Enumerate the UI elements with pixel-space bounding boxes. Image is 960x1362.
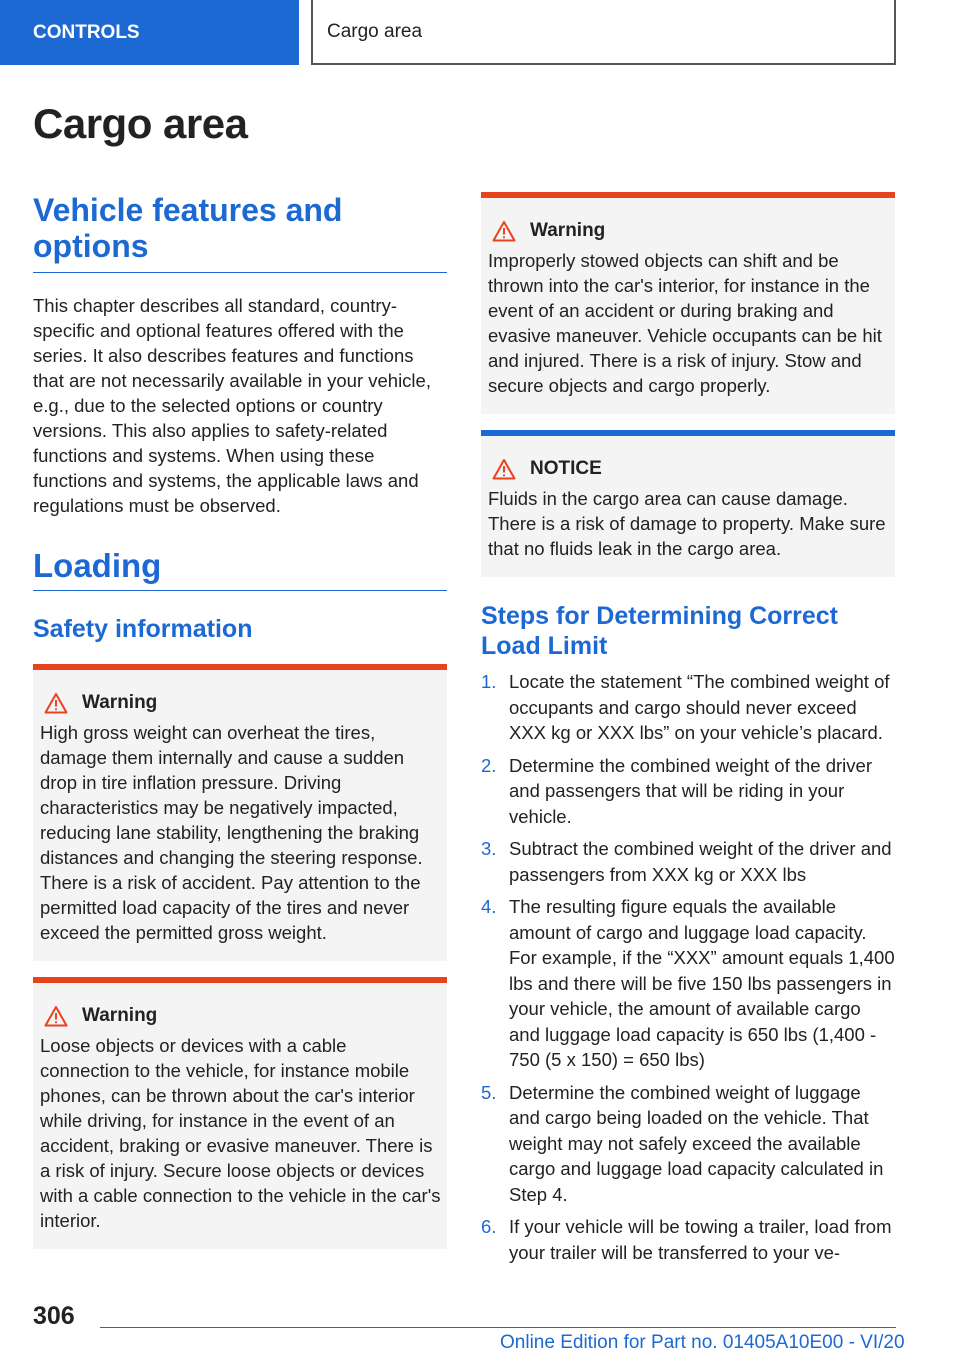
step-text: Determine the combined weight of the driver and passengers that will be riding in your vehicle. bbox=[509, 754, 872, 827]
list-item bbox=[481, 1080, 895, 1208]
intro-paragraph: This chapter describes all standard, country-specific and optional features offered with the series. It also describes features and functions that are not necessarily available in your vehicle, e.g., due to the selected options or country versions. This also applies to safety-related functions and systems. When using these functions and systems, the applicable laws and regulations must be observed. bbox=[33, 295, 431, 516]
warning-triangle-icon bbox=[492, 220, 516, 242]
warning-text: Improperly stowed objects can shift and be thrown into the car's interior, for instance in the event of an accident or during braking and evasive maneuver. Vehicle occupants can be hit and injured. There is a risk of injury. Stow and secure objects and cargo properly. bbox=[488, 250, 882, 396]
page-number: 306 bbox=[33, 1302, 75, 1330]
step-number: 5. bbox=[481, 1081, 497, 1103]
right-column bbox=[481, 192, 895, 1272]
step-text: Locate the statement “The combined weight of occupants and cargo should never exceed XXX kg or XXX lbs” on your vehicle’s placard. bbox=[509, 671, 890, 743]
notice-box-fluids bbox=[481, 430, 895, 577]
step-number: 2. bbox=[481, 754, 497, 776]
warning-text: High gross weight can overheat the tires, damage them internally and cause a sudden drop in tire inflation pressure. Driving characteristics may be negatively impacted, reducing lane stability, lengthening the braking distances and changing the steering response. There is a risk of accident. Pay attention to the permitted load capacity of the tires and never exceed the permitted gross weight. bbox=[40, 722, 423, 943]
section-tab[interactable] bbox=[0, 0, 299, 65]
load-limit-steps-list bbox=[481, 669, 895, 1265]
page-title: Cargo area bbox=[33, 100, 248, 147]
chapter-header bbox=[311, 0, 896, 65]
list-item bbox=[481, 836, 895, 887]
warning-header bbox=[44, 692, 441, 714]
heading-safety-information: Safety information bbox=[33, 615, 253, 643]
step-text: If your vehicle will be towing a trailer, load from your trailer will be transferred to your ve- bbox=[509, 1216, 892, 1263]
footer-divider bbox=[100, 1327, 896, 1328]
notice-triangle-icon bbox=[492, 458, 516, 480]
notice-text: Fluids in the cargo area can cause damage. There is a risk of damage to property. Make sure that no fluids leak in the cargo area. bbox=[488, 488, 886, 559]
section-label: CONTROLS bbox=[33, 21, 140, 43]
step-text: The resulting figure equals the available amount of cargo and luggage load capacity. For example, if the “XXX” amount equals 1,400 lbs and there will be five 150 lbs passengers in your vehicle, the amount of available cargo and luggage load capacity is 650 lbs (1,400 - 750 (5 x 150) = 650 lbs) bbox=[509, 896, 895, 1070]
step-number: 3. bbox=[481, 838, 497, 859]
list-item bbox=[481, 1214, 895, 1265]
step-number: 4. bbox=[481, 896, 497, 917]
warning-box-loose-objects bbox=[33, 977, 447, 1249]
notice-label: NOTICE bbox=[530, 458, 602, 479]
warning-header bbox=[44, 1005, 441, 1027]
warning-header bbox=[492, 220, 889, 242]
list-item bbox=[481, 753, 895, 830]
left-column bbox=[33, 192, 447, 1263]
warning-label: Warning bbox=[530, 220, 606, 241]
step-number: 1. bbox=[481, 671, 497, 692]
step-number: 6. bbox=[481, 1216, 497, 1237]
step-text: Determine the combined weight of luggage and cargo being loaded on the vehicle. That weight may not safely exceed the available cargo and luggage load capacity calculated in Step 4. bbox=[509, 1081, 884, 1205]
notice-header bbox=[492, 458, 889, 480]
heading-vehicle-features: Vehicle features and options bbox=[33, 192, 447, 273]
warning-triangle-icon bbox=[44, 692, 68, 714]
warning-box-gross-weight bbox=[33, 664, 447, 961]
heading-load-limit-steps: Steps for Determining Correct Load Limit bbox=[481, 602, 839, 660]
list-item bbox=[481, 894, 895, 1073]
warning-label: Warning bbox=[82, 1005, 158, 1026]
heading-loading: Loading bbox=[33, 548, 447, 591]
warning-text: Loose objects or devices with a cable connection to the vehicle, for instance mobile phones, can be thrown about the car's interior while driving, for instance in the event of an accident, braking or evasive maneuver. There is a risk of injury. Secure loose objects or devices with a cable connection to the vehicle in the car's interior. bbox=[40, 1035, 441, 1231]
warning-label: Warning bbox=[82, 692, 158, 713]
warning-box-stowed-objects bbox=[481, 192, 895, 414]
chapter-label: Cargo area bbox=[327, 20, 423, 42]
step-text: Subtract the combined weight of the driver and passengers from XXX kg or XXX lbs bbox=[509, 838, 892, 885]
edition-link[interactable]: Online Edition for Part no. 01405A10E00 - VI/20 bbox=[500, 1332, 905, 1353]
list-item bbox=[481, 669, 895, 746]
warning-triangle-icon bbox=[44, 1005, 68, 1027]
